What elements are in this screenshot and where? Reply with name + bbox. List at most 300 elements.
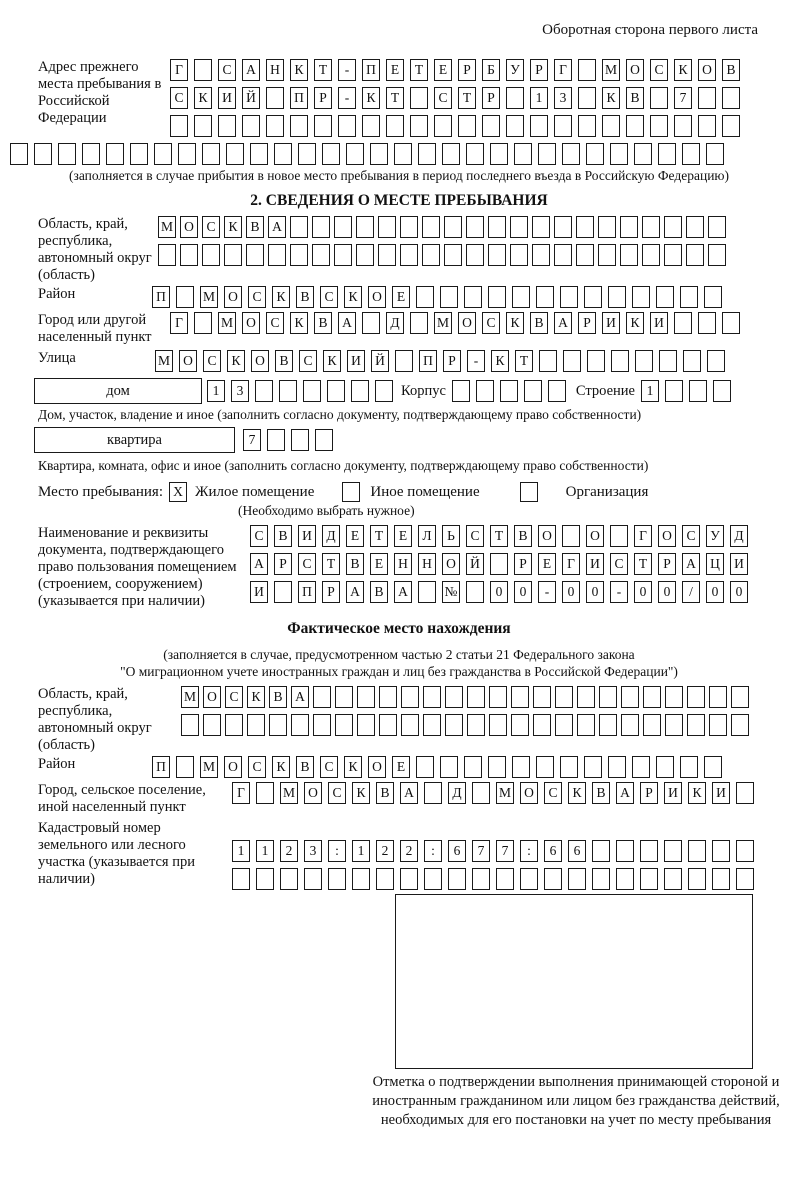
char-cell[interactable] [410,312,428,334]
char-cell[interactable]: Д [386,312,404,334]
char-cell[interactable] [464,286,482,308]
char-cell[interactable]: - [338,87,356,109]
char-cell[interactable] [736,868,754,890]
char-cell[interactable] [674,115,692,137]
char-cell[interactable] [736,782,754,804]
char-cell[interactable] [467,714,485,736]
char-cell[interactable] [328,868,346,890]
char-cell[interactable] [274,581,292,603]
char-cell[interactable]: С [682,525,700,547]
char-cell[interactable]: Е [392,756,410,778]
char-cell[interactable]: С [203,350,221,372]
char-cell[interactable]: Ц [706,553,724,575]
checkbox-other-premises[interactable] [342,482,360,502]
char-cell[interactable]: Г [554,59,572,81]
char-cell[interactable]: П [290,87,308,109]
char-cell[interactable] [642,244,660,266]
char-cell[interactable]: Р [274,553,292,575]
char-cell[interactable] [489,686,507,708]
char-cell[interactable] [314,115,332,137]
char-cell[interactable]: М [496,782,514,804]
char-cell[interactable]: Т [458,87,476,109]
char-cell[interactable]: Н [418,553,436,575]
char-cell[interactable] [178,143,196,165]
char-cell[interactable] [688,868,706,890]
char-cell[interactable]: 1 [352,840,370,862]
char-cell[interactable]: С [299,350,317,372]
char-cell[interactable] [418,143,436,165]
char-cell[interactable] [554,216,572,238]
char-cell[interactable] [279,380,297,402]
char-cell[interactable]: С [482,312,500,334]
char-cell[interactable]: О [179,350,197,372]
char-cell[interactable]: В [376,782,394,804]
char-cell[interactable] [520,868,538,890]
char-cell[interactable] [704,286,722,308]
char-cell[interactable] [708,216,726,238]
char-cell[interactable]: В [346,553,364,575]
char-cell[interactable] [490,143,508,165]
char-cell[interactable] [466,143,484,165]
char-cell[interactable] [608,286,626,308]
char-cell[interactable]: / [682,581,700,603]
char-cell[interactable] [489,714,507,736]
char-cell[interactable] [635,350,653,372]
char-cell[interactable]: К [674,59,692,81]
char-cell[interactable]: В [370,581,388,603]
char-cell[interactable]: 2 [280,840,298,862]
char-cell[interactable] [445,686,463,708]
char-cell[interactable] [555,714,573,736]
char-cell[interactable] [584,286,602,308]
char-cell[interactable]: Й [466,553,484,575]
char-cell[interactable] [682,143,700,165]
char-cell[interactable]: М [200,756,218,778]
char-cell[interactable] [532,216,550,238]
char-cell[interactable]: Д [730,525,748,547]
char-cell[interactable]: А [268,216,286,238]
char-cell[interactable] [616,868,634,890]
char-cell[interactable] [578,59,596,81]
char-cell[interactable] [665,686,683,708]
char-cell[interactable] [280,868,298,890]
char-cell[interactable]: О [224,756,242,778]
char-cell[interactable]: - [467,350,485,372]
char-cell[interactable] [722,312,740,334]
char-cell[interactable] [736,840,754,862]
char-cell[interactable] [224,244,242,266]
char-cell[interactable]: 2 [376,840,394,862]
char-cell[interactable] [357,686,375,708]
char-cell[interactable] [664,868,682,890]
char-cell[interactable] [418,581,436,603]
char-cell[interactable] [362,115,380,137]
char-cell[interactable] [599,714,617,736]
char-cell[interactable] [346,143,364,165]
char-cell[interactable]: О [203,686,221,708]
char-cell[interactable] [538,143,556,165]
char-cell[interactable]: К [688,782,706,804]
char-cell[interactable] [423,714,441,736]
char-cell[interactable] [298,143,316,165]
char-cell[interactable] [621,714,639,736]
char-cell[interactable]: М [200,286,218,308]
char-cell[interactable] [709,714,727,736]
char-cell[interactable] [610,525,628,547]
char-cell[interactable]: С [202,216,220,238]
char-cell[interactable] [578,115,596,137]
char-cell[interactable] [106,143,124,165]
char-cell[interactable]: В [274,525,292,547]
char-cell[interactable] [634,143,652,165]
char-cell[interactable]: Е [434,59,452,81]
char-cell[interactable]: 3 [554,87,572,109]
char-cell[interactable] [422,244,440,266]
char-cell[interactable] [510,216,528,238]
char-cell[interactable]: В [592,782,610,804]
char-cell[interactable]: Л [418,525,436,547]
char-cell[interactable]: А [400,782,418,804]
char-cell[interactable]: В [269,686,287,708]
char-cell[interactable]: : [520,840,538,862]
char-cell[interactable] [303,380,321,402]
char-cell[interactable]: Й [371,350,389,372]
char-cell[interactable] [713,380,731,402]
char-cell[interactable] [423,686,441,708]
char-cell[interactable] [512,756,530,778]
char-cell[interactable]: Н [266,59,284,81]
char-cell[interactable] [708,244,726,266]
char-cell[interactable]: Г [170,312,188,334]
char-cell[interactable] [632,756,650,778]
char-cell[interactable] [170,115,188,137]
char-cell[interactable] [626,115,644,137]
char-cell[interactable] [511,686,529,708]
char-cell[interactable]: Р [314,87,332,109]
char-cell[interactable] [562,525,580,547]
char-cell[interactable]: Т [386,87,404,109]
char-cell[interactable]: Е [392,286,410,308]
char-cell[interactable]: И [730,553,748,575]
char-cell[interactable]: 0 [586,581,604,603]
char-cell[interactable]: К [352,782,370,804]
char-cell[interactable] [665,714,683,736]
char-cell[interactable]: К [491,350,509,372]
char-cell[interactable] [643,686,661,708]
char-cell[interactable] [482,115,500,137]
char-cell[interactable] [268,244,286,266]
char-cell[interactable] [687,686,705,708]
char-cell[interactable] [458,115,476,137]
char-cell[interactable] [598,244,616,266]
char-cell[interactable] [650,115,668,137]
char-cell[interactable]: К [247,686,265,708]
char-cell[interactable] [578,87,596,109]
char-cell[interactable] [496,868,514,890]
char-cell[interactable] [656,756,674,778]
char-cell[interactable] [352,868,370,890]
char-cell[interactable] [334,216,352,238]
char-cell[interactable]: Р [514,553,532,575]
char-cell[interactable]: К [272,756,290,778]
char-cell[interactable] [610,143,628,165]
char-cell[interactable]: Ь [442,525,460,547]
char-cell[interactable]: М [158,216,176,238]
char-cell[interactable] [416,756,434,778]
char-cell[interactable]: О [520,782,538,804]
char-cell[interactable]: 6 [568,840,586,862]
char-cell[interactable] [707,350,725,372]
char-cell[interactable] [584,756,602,778]
char-cell[interactable]: Р [443,350,461,372]
char-cell[interactable]: С [320,756,338,778]
char-cell[interactable]: О [586,525,604,547]
char-cell[interactable]: О [224,286,242,308]
char-cell[interactable]: 7 [243,429,261,451]
char-cell[interactable] [154,143,172,165]
char-cell[interactable] [620,216,638,238]
char-cell[interactable] [709,686,727,708]
char-cell[interactable] [410,115,428,137]
char-cell[interactable] [664,216,682,238]
char-cell[interactable] [269,714,287,736]
char-cell[interactable] [544,868,562,890]
char-cell[interactable] [203,714,221,736]
char-cell[interactable]: 6 [544,840,562,862]
char-cell[interactable]: Т [314,59,332,81]
char-cell[interactable] [370,143,388,165]
char-cell[interactable]: С [320,286,338,308]
char-cell[interactable]: М [280,782,298,804]
char-cell[interactable]: Г [232,782,250,804]
char-cell[interactable]: В [314,312,332,334]
char-cell[interactable]: С [266,312,284,334]
char-cell[interactable] [577,686,595,708]
char-cell[interactable]: Т [322,553,340,575]
char-cell[interactable] [226,143,244,165]
char-cell[interactable] [620,244,638,266]
char-cell[interactable]: - [538,581,556,603]
char-cell[interactable]: Е [370,553,388,575]
char-cell[interactable] [698,87,716,109]
char-cell[interactable] [291,429,309,451]
char-cell[interactable] [250,143,268,165]
char-cell[interactable]: О [251,350,269,372]
char-cell[interactable]: В [296,286,314,308]
char-cell[interactable]: О [368,756,386,778]
char-cell[interactable] [290,216,308,238]
char-cell[interactable] [444,216,462,238]
char-cell[interactable]: А [346,581,364,603]
char-cell[interactable]: В [722,59,740,81]
char-cell[interactable] [334,244,352,266]
char-cell[interactable]: П [298,581,316,603]
char-cell[interactable] [180,244,198,266]
char-cell[interactable] [400,868,418,890]
char-cell[interactable] [731,714,749,736]
char-cell[interactable]: Р [640,782,658,804]
char-cell[interactable]: М [181,686,199,708]
char-cell[interactable] [664,840,682,862]
char-cell[interactable] [511,714,529,736]
char-cell[interactable]: 1 [256,840,274,862]
char-cell[interactable]: Г [170,59,188,81]
char-cell[interactable] [530,115,548,137]
char-cell[interactable]: - [338,59,356,81]
char-cell[interactable] [712,868,730,890]
char-cell[interactable]: Р [482,87,500,109]
char-cell[interactable]: О [538,525,556,547]
char-cell[interactable] [704,756,722,778]
char-cell[interactable] [379,686,397,708]
char-cell[interactable] [506,115,524,137]
char-cell[interactable] [10,143,28,165]
char-cell[interactable]: К [323,350,341,372]
char-cell[interactable]: С [650,59,668,81]
char-cell[interactable] [158,244,176,266]
char-cell[interactable] [357,714,375,736]
char-cell[interactable] [712,840,730,862]
char-cell[interactable]: Т [410,59,428,81]
char-cell[interactable]: 7 [472,840,490,862]
char-cell[interactable] [312,216,330,238]
char-cell[interactable]: И [664,782,682,804]
char-cell[interactable] [386,115,404,137]
char-cell[interactable]: У [706,525,724,547]
char-cell[interactable] [194,312,212,334]
char-cell[interactable] [698,312,716,334]
char-cell[interactable]: 0 [490,581,508,603]
char-cell[interactable] [488,244,506,266]
char-cell[interactable]: И [250,581,268,603]
char-cell[interactable] [440,756,458,778]
char-cell[interactable]: К [227,350,245,372]
char-cell[interactable]: Е [346,525,364,547]
char-cell[interactable] [400,244,418,266]
char-cell[interactable]: Н [394,553,412,575]
char-cell[interactable]: Р [578,312,596,334]
char-cell[interactable] [706,143,724,165]
char-cell[interactable] [378,216,396,238]
char-cell[interactable] [532,244,550,266]
char-cell[interactable] [680,756,698,778]
char-cell[interactable]: В [626,87,644,109]
char-cell[interactable] [338,115,356,137]
char-cell[interactable]: К [344,286,362,308]
char-cell[interactable]: К [290,312,308,334]
char-cell[interactable] [731,686,749,708]
char-cell[interactable] [506,87,524,109]
char-cell[interactable]: К [344,756,362,778]
char-cell[interactable] [592,868,610,890]
char-cell[interactable] [548,380,566,402]
char-cell[interactable] [650,87,668,109]
char-cell[interactable] [362,312,380,334]
char-cell[interactable] [440,286,458,308]
char-cell[interactable]: П [152,286,170,308]
char-cell[interactable]: В [514,525,532,547]
char-cell[interactable] [378,244,396,266]
char-cell[interactable] [445,714,463,736]
char-cell[interactable]: : [328,840,346,862]
char-cell[interactable]: М [602,59,620,81]
char-cell[interactable] [256,868,274,890]
char-cell[interactable]: 7 [674,87,692,109]
char-cell[interactable] [395,350,413,372]
char-cell[interactable] [689,380,707,402]
char-cell[interactable] [290,244,308,266]
char-cell[interactable] [683,350,701,372]
char-cell[interactable]: С [298,553,316,575]
char-cell[interactable]: М [434,312,452,334]
char-cell[interactable]: Е [394,525,412,547]
char-cell[interactable]: К [626,312,644,334]
char-cell[interactable]: В [530,312,548,334]
char-cell[interactable]: М [155,350,173,372]
char-cell[interactable]: А [242,59,260,81]
char-cell[interactable]: С [610,553,628,575]
char-cell[interactable] [181,714,199,736]
char-cell[interactable] [255,380,273,402]
char-cell[interactable] [313,686,331,708]
char-cell[interactable] [312,244,330,266]
char-cell[interactable] [476,380,494,402]
char-cell[interactable]: Й [242,87,260,109]
char-cell[interactable] [658,143,676,165]
char-cell[interactable]: С [544,782,562,804]
char-cell[interactable] [472,782,490,804]
char-cell[interactable] [659,350,677,372]
char-cell[interactable]: С [250,525,268,547]
char-cell[interactable] [291,714,309,736]
char-cell[interactable] [335,714,353,736]
char-cell[interactable]: В [275,350,293,372]
char-cell[interactable] [536,286,554,308]
char-cell[interactable] [176,286,194,308]
char-cell[interactable]: 7 [496,840,514,862]
char-cell[interactable] [452,380,470,402]
char-cell[interactable]: В [246,216,264,238]
char-cell[interactable] [686,244,704,266]
char-cell[interactable] [410,87,428,109]
char-cell[interactable]: И [218,87,236,109]
char-cell[interactable]: Т [370,525,388,547]
char-cell[interactable] [602,115,620,137]
char-cell[interactable] [194,59,212,81]
char-cell[interactable] [642,216,660,238]
char-cell[interactable]: № [442,581,460,603]
char-cell[interactable] [290,115,308,137]
char-cell[interactable] [555,686,573,708]
char-cell[interactable]: О [458,312,476,334]
char-cell[interactable] [688,840,706,862]
char-cell[interactable] [632,286,650,308]
char-cell[interactable]: Р [322,581,340,603]
char-cell[interactable] [616,840,634,862]
char-cell[interactable]: О [368,286,386,308]
char-cell[interactable] [640,840,658,862]
char-cell[interactable]: Д [322,525,340,547]
char-cell[interactable]: 3 [304,840,322,862]
char-cell[interactable] [448,868,466,890]
char-cell[interactable] [592,840,610,862]
char-cell[interactable] [554,115,572,137]
char-cell[interactable]: А [394,581,412,603]
char-cell[interactable]: М [218,312,236,334]
char-cell[interactable] [562,143,580,165]
char-cell[interactable] [202,143,220,165]
char-cell[interactable]: К [362,87,380,109]
